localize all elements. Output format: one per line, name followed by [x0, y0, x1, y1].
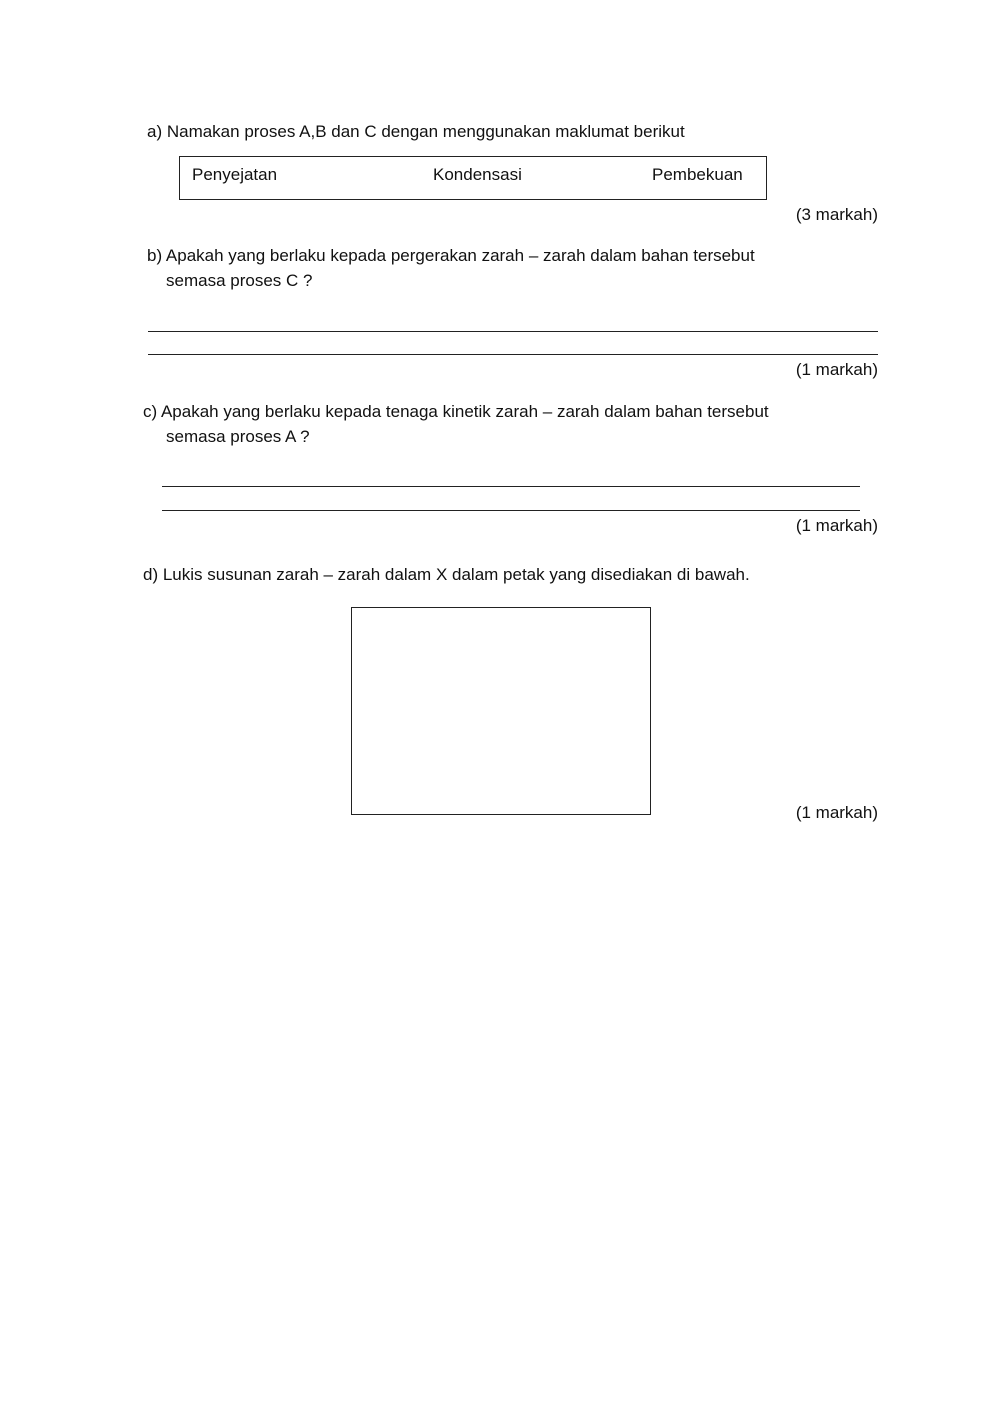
word-pembekuan[interactable]: Pembekuan	[652, 165, 743, 184]
question-c-line2: semasa proses A ?	[166, 427, 310, 446]
question-b-line2: semasa proses C ?	[166, 271, 313, 290]
question-b-answer-line-2[interactable]	[148, 354, 878, 355]
question-c-marks: (1 markah)	[795, 516, 878, 535]
question-a-marks: (3 markah)	[795, 205, 878, 224]
question-c-line1: c) Apakah yang berlaku kepada tenaga kinetik zarah – zarah dalam bahan tersebut	[143, 402, 769, 421]
drawing-box[interactable]	[351, 607, 651, 815]
question-b-marks: (1 markah)	[795, 360, 878, 379]
question-b-answer-line-1[interactable]	[148, 331, 878, 332]
word-penyejatan[interactable]: Penyejatan	[192, 165, 278, 184]
word-kondensasi[interactable]: Kondensasi	[433, 165, 522, 184]
word-bank-box	[179, 156, 767, 200]
question-c-answer-line-2[interactable]	[162, 510, 860, 511]
question-b-line1: b) Apakah yang berlaku kepada pergerakan zarah – zarah dalam bahan tersebut	[147, 246, 755, 265]
question-c-answer-line-1[interactable]	[162, 486, 860, 487]
question-a-text: a) Namakan proses A,B dan C dengan menggunakan maklumat berikut	[147, 122, 685, 141]
question-d-marks: (1 markah)	[795, 803, 878, 822]
question-d-text: d) Lukis susunan zarah – zarah dalam X dalam petak yang disediakan di bawah.	[143, 565, 750, 584]
